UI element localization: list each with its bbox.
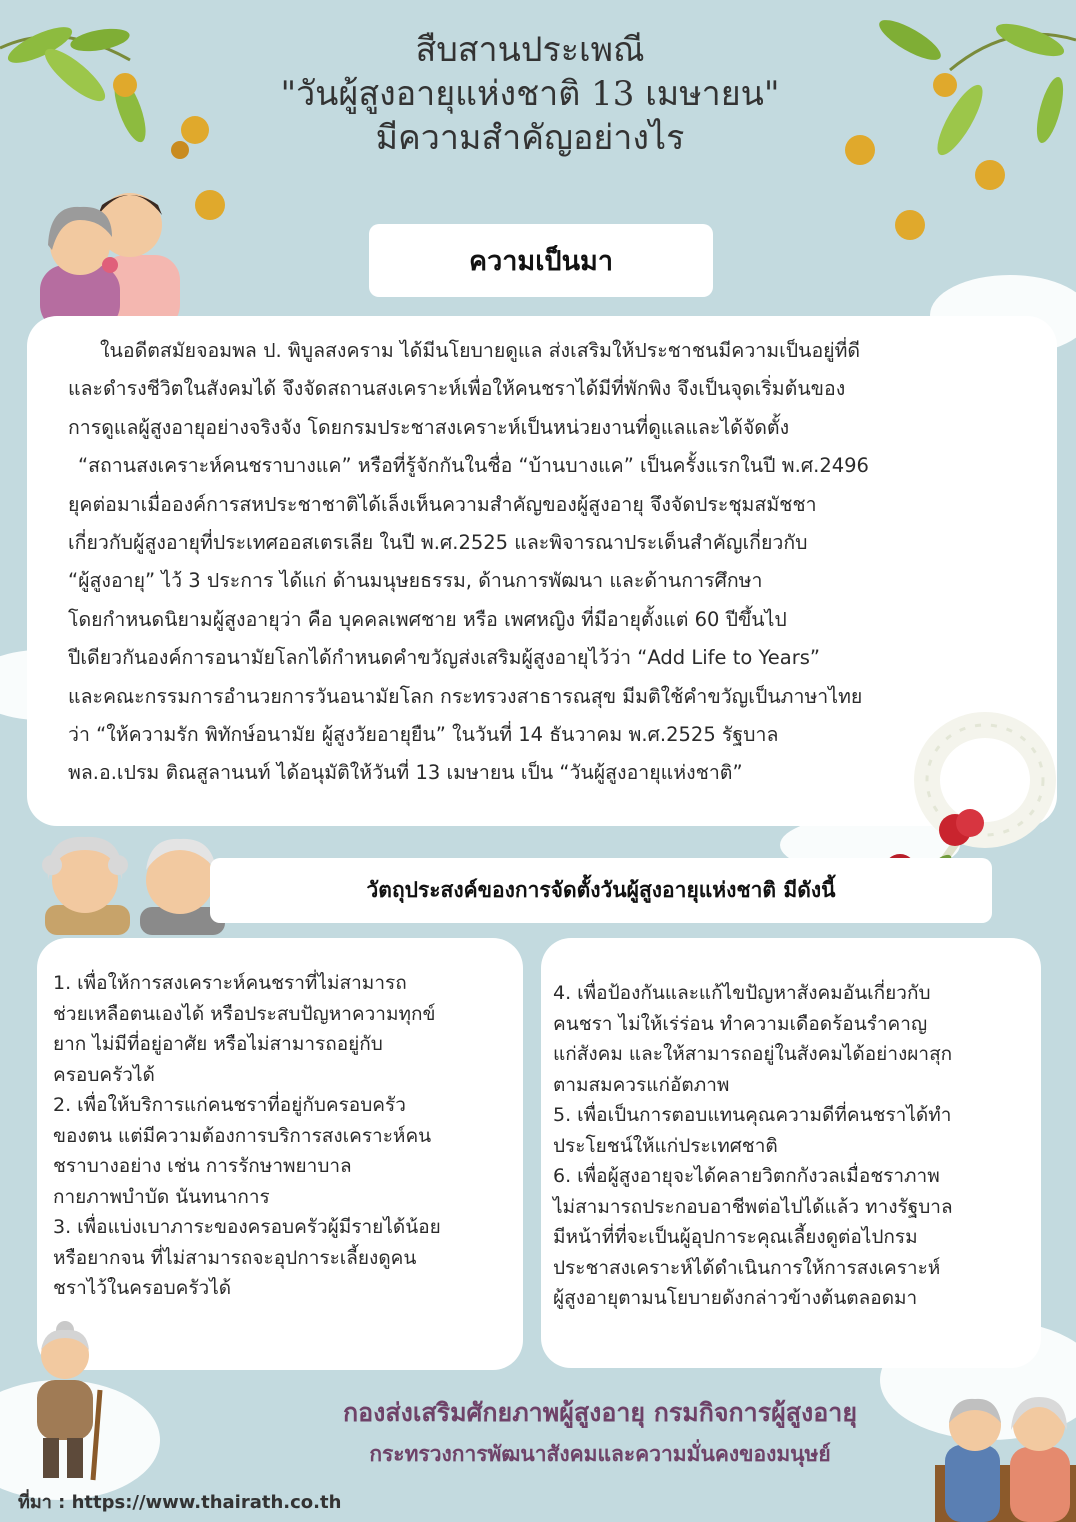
- objective-line: กายภาพบำบัด นันทนาการ: [53, 1185, 270, 1208]
- history-line: โดยกำหนดนิยามผู้สูงอายุว่า คือ บุคคลเพศชาย หรือ เพศหญิง ที่มีอายุตั้งแต่ 60 ปีขึ้นไป: [68, 607, 787, 631]
- history-line: ว่า “ให้ความรัก พิทักษ์อนามัย ผู้สูงวัยอายุยืน” ในวันที่ 14 ธันวาคม พ.ศ.2525 รัฐบาล: [68, 723, 779, 747]
- title-line-2: "วันผู้สูงอายุแห่งชาติ 13 เมษายน": [280, 74, 780, 114]
- history-heading-text: ความเป็นมา: [469, 246, 613, 277]
- objective-line: ประชาสงเคราะห์ได้ดำเนินการให้การสงเคราะห์: [553, 1256, 941, 1279]
- objective-line: ประโยชน์ให้แก่ประเทศชาติ: [553, 1134, 778, 1157]
- footer-org-line-1: กองส่งเสริมศักยภาพผู้สูงอายุ กรมกิจการผู้สูงอายุ: [343, 1398, 857, 1427]
- title-line-1: สืบสานประเพณี: [415, 30, 645, 70]
- history-line: “สถานสงเคราะห์คนชราบางแค” หรือที่รู้จักกันในชื่อ “บ้านบางแค” เป็นครั้งแรกในปี พ.ศ.2496: [78, 454, 869, 478]
- title-line-3: มีความสำคัญอย่างไร: [375, 118, 685, 158]
- objective-line: คนชรา ไม่ให้เร่ร่อน ทำความเดือดร้อนรำคาญ: [553, 1012, 928, 1035]
- page-title: [170, 28, 890, 160]
- history-line: ปีเดียวกันองค์การอนามัยโลกได้กำหนดคำขวัญส่งเสริมผู้สูงอายุไว้ว่า “Add Life to Years”: [68, 646, 821, 670]
- objective-line: ไม่สามารถประกอบอาชีพต่อไปได้แล้ว ทางรัฐบาล: [553, 1195, 953, 1218]
- history-heading: [369, 224, 713, 297]
- objective-line: 2. เพื่อให้บริการแก่คนชราที่อยู่กับครอบครัว: [53, 1094, 406, 1116]
- objective-line: 1. เพื่อให้การสงเคราะห์คนชราที่ไม่สามารถ: [53, 972, 407, 994]
- history-line: ยุคต่อมาเมื่อองค์การสหประชาชาติได้เล็งเห็นความสำคัญของผู้สูงอายุ จึงจัดประชุมสมัชชา: [68, 492, 817, 516]
- history-line: และคณะกรรมการอำนวยการวันอนามัยโลก กระทรวงสาธารณสุข มีมติใช้คำขวัญเป็นภาษาไทย: [68, 684, 863, 708]
- objective-line: 5. เพื่อเป็นการตอบแทนคุณความดีที่คนชราได้ทำ: [553, 1104, 952, 1126]
- history-line: “ผู้สูงอายุ” ไว้ 3 ประการ ได้แก่ ด้านมนุษยธรรม, ด้านการพัฒนา และด้านการศึกษา: [68, 569, 763, 593]
- objective-line: ครอบครัวได้: [53, 1063, 155, 1086]
- history-line: การดูแลผู้สูงอายุอย่างจริงจัง โดยกรมประชาสงเคราะห์เป็นหน่วยงานที่ดูแลและได้จัดตั้ง: [68, 415, 790, 439]
- objective-line: ตามสมควรแก่อัตภาพ: [553, 1073, 730, 1096]
- objective-line: ช่วยเหลือตนเองได้ หรือประสบปัญหาความทุกข์: [53, 1002, 436, 1025]
- elderly-faces-illustration: [40, 825, 225, 935]
- objective-line: มีหน้าที่ที่จะเป็นผู้อุปการะคุณเลี้ยงดูต่อไปกรม: [553, 1226, 918, 1248]
- history-line: และดำรงชีวิตในสังคมได้ จึงจัดสถานสงเคราะห์เพื่อให้คนชราได้มีที่พักพิง จึงเป็นจุดเริ่มต้นของ: [68, 377, 846, 401]
- history-line: เกี่ยวกับผู้สูงอายุที่ประเทศออสเตรเลีย ในปี พ.ศ.2525 และพิจารณาประเด็นสำคัญเกี่ยวกับ: [68, 531, 808, 555]
- objectives-heading-text: วัตถุประสงค์ของการจัดตั้งวันผู้สูงอายุแห่งชาติ มีดังนี้: [366, 878, 836, 902]
- objective-line: 6. เพื่อผู้สูงอายุจะได้คลายวิตกกังวลเมื่อชราภาพ: [553, 1165, 940, 1187]
- objective-line: ของตน แต่มีความต้องการบริการสงเคราะห์คน: [53, 1124, 432, 1147]
- footer-org-line-2: กระทรวงการพัฒนาสังคมและความมั่นคงของมนุษย์: [369, 1442, 831, 1466]
- objective-line: แก่สังคม และให้สามารถอยู่ในสังคมได้อย่างผาสุก: [553, 1043, 953, 1065]
- objective-line: หรือยากจน ที่ไม่สามารถจะอุปการะเลี้ยงดูคน: [53, 1246, 417, 1269]
- objectives-left-card: [37, 938, 523, 1370]
- history-line: พล.อ.เปรม ติณสูลานนท์ ได้อนุมัติให้วันที่ 13 เมษายน เป็น “วันผู้สูงอายุแห่งชาติ”: [68, 761, 743, 785]
- objective-line: ชราบางอย่าง เช่น การรักษาพยาบาล: [53, 1155, 352, 1177]
- objective-line: ผู้สูงอายุตามนโยบายดังกล่าวข้างต้นตลอดมา: [553, 1287, 918, 1309]
- objectives-heading: [210, 858, 992, 923]
- objective-line: ยาก ไม่มีที่อยู่อาศัย หรือไม่สามารถอยู่กับ: [53, 1033, 383, 1055]
- objectives-right-card: [541, 938, 1041, 1368]
- objective-line: 4. เพื่อป้องกันและแก้ไขปัญหาสังคมอันเกี่ยวกับ: [553, 982, 931, 1004]
- objective-line: 3. เพื่อแบ่งเบาภาระของครอบครัวผู้มีรายได้น้อย: [53, 1216, 441, 1238]
- objective-line: ชราไว้ในครอบครัวได้: [53, 1277, 232, 1299]
- elderly-woman-cane-illustration: [15, 1320, 115, 1485]
- history-line: ในอดีตสมัยจอมพล ป. พิบูลสงคราม ได้มีนโยบายดูแล ส่งเสริมให้ประชาชนมีความเป็นอยู่ที่ดี: [100, 339, 861, 362]
- source-link[interactable]: ที่มา : https://www.thairath.co.th: [18, 1492, 342, 1513]
- elderly-couple-illustration: [40, 175, 180, 330]
